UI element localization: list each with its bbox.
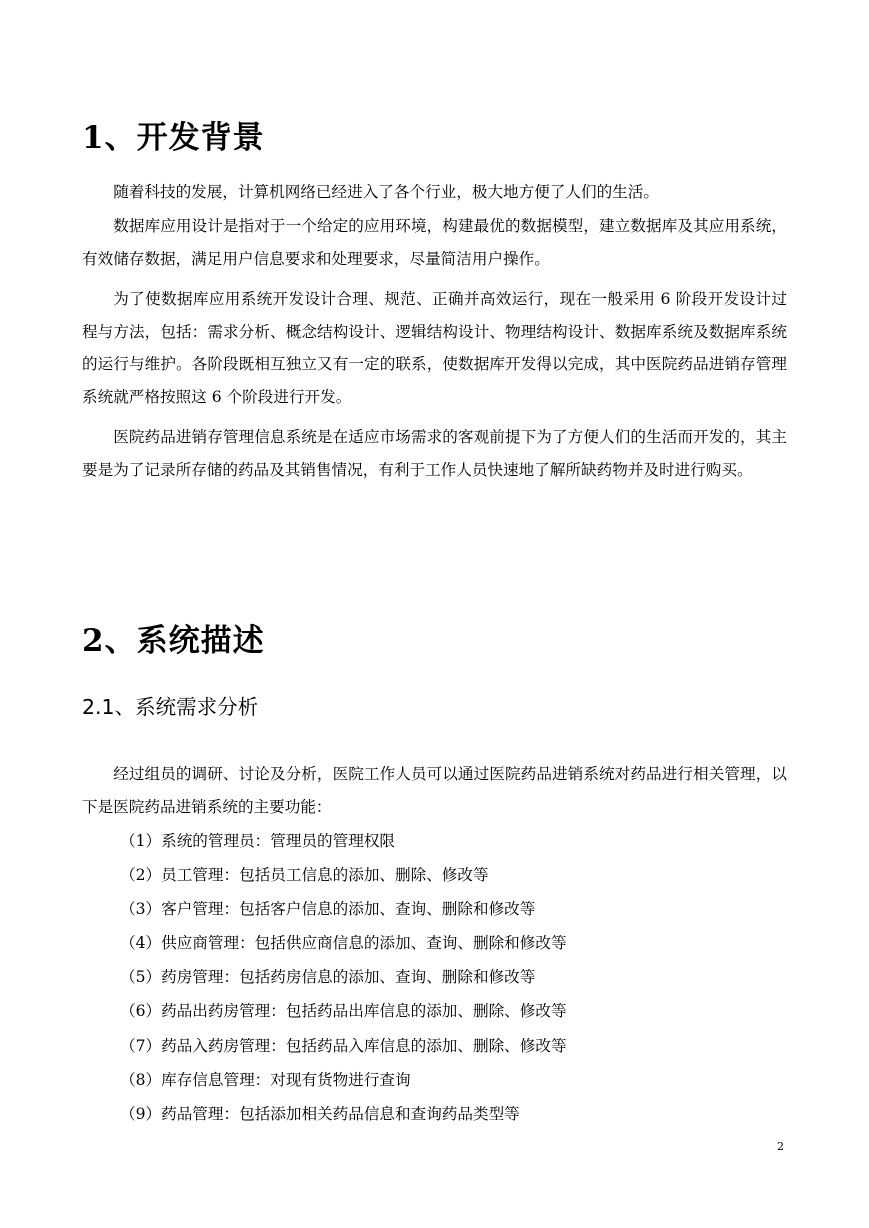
list-item: （2）员工管理：包括员工信息的添加、删除、修改等 (120, 866, 489, 885)
list-item: （3）客户管理：包括客户信息的添加、查询、删除和修改等 (120, 900, 536, 919)
section-1-paragraph-4: 医院药品进销存管理信息系统是在适应市场需求的客观前提下为了方便人们的生活而开发的，其主要是为了记录所存储的药品及其销售情况，有利于工作人员快速地了解所缺药物并及时进行购买。 (82, 428, 787, 479)
section-1-paragraph-2: 数据库应用设计是指对于一个给定的应用环境，构建最优的数据模型，建立数据库及其应用系统，有效储存数据，满足用户信息要求和处理要求，尽量简洁用户操作。 (82, 217, 787, 268)
section-2-intro-paragraph: 经过组员的调研、讨论及分析，医院工作人员可以通过医院药品进销系统对药品进行相关管理，以下是医院药品进销系统的主要功能： (82, 765, 787, 816)
list-item: （7）药品入药房管理：包括药品入库信息的添加、删除、修改等 (120, 1036, 567, 1055)
list-item: （9）药品管理：包括添加相关药品信息和查询药品类型等 (120, 1104, 520, 1123)
list-item: （6）药品出药房管理：包括药品出库信息的添加、删除、修改等 (120, 1002, 567, 1021)
section-1-heading: 1、开发背景 (82, 120, 265, 156)
list-item: （1）系统的管理员：管理员的管理权限 (120, 832, 396, 850)
section-2-heading: 2、系统描述 (82, 623, 265, 659)
page-number: 2 (777, 1140, 784, 1153)
section-1-paragraph-1: 随着科技的发展，计算机网络已经进入了各个行业，极大地方便了人们的生活。 (113, 183, 659, 201)
section-2-1-subheading: 2.1、系统需求分析 (82, 695, 259, 719)
section-1-paragraph-3: 为了使数据库应用系统开发设计合理、规范、正确并高效运行，现在一般采用 6 阶段开发设计过程与方法，包括：需求分析、概念结构设计、逻辑结构设计、物理结构设计、数据库系统及数据库系统的运行与维护。各阶段既相互独立又有一定的联系，使数据库开发得以完成，其中医院药品进销存管理系统就严格按照这 6 个阶段进行开发。 (82, 290, 787, 406)
list-item: （5）药房管理：包括药房信息的添加、查询、删除和修改等 (120, 968, 536, 987)
function-list (120, 824, 567, 1131)
list-item: （8）库存信息管理：对现有货物进行查询 (120, 1070, 411, 1089)
list-item: （4）供应商管理：包括供应商信息的添加、查询、删除和修改等 (120, 934, 567, 953)
